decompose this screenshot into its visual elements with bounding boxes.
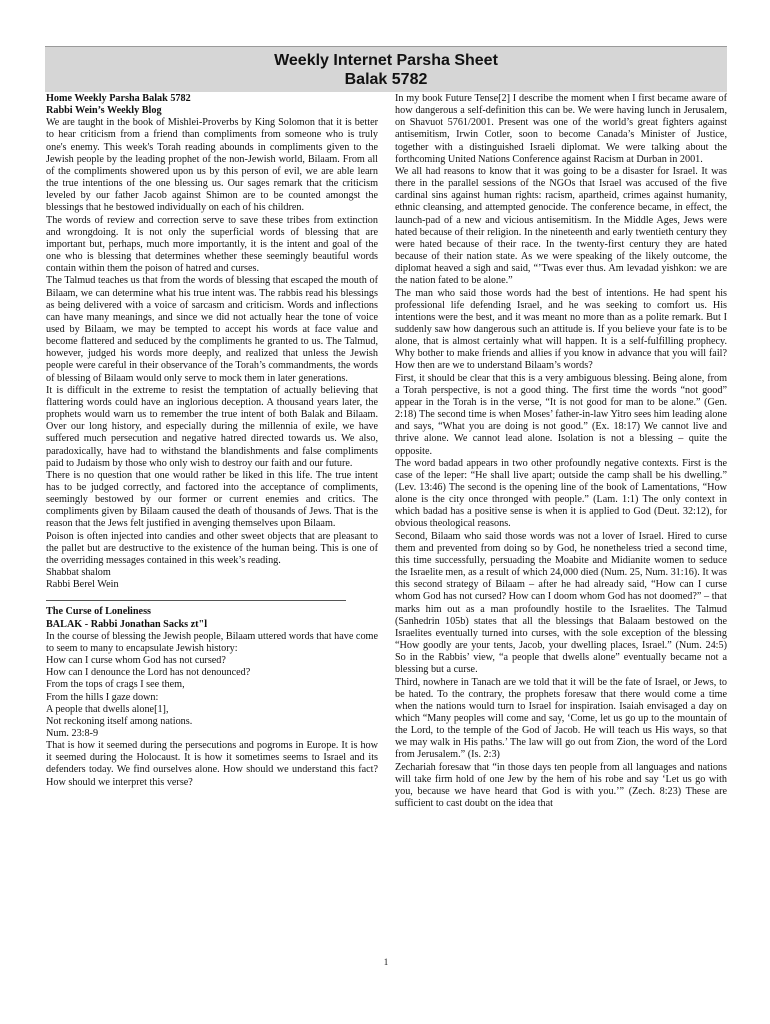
- signoff: Shabbat shalom: [46, 567, 111, 579]
- verse-line: From the hills I gaze down:: [46, 691, 159, 703]
- page-number: 1: [383, 957, 389, 967]
- paragraph: The words of review and correction serve to save these tribes from extinction and wrongdoing. It is not only the superficial words of blessing that are important but, perhaps, much more importantly, it is the intent and goal of the one who is blessing that determines whether these seemingly beautiful words contain within them the poison of hatred and curses.: [46, 214, 378, 275]
- verse-line: How can I curse whom God has not cursed?: [46, 655, 226, 667]
- verse-line: A people that dwells alone[1],: [46, 703, 169, 715]
- paragraph: Poison is often injected into candies and other sweet objects that are pleasant to the pallet but are destructive to the existence of the human being. This is one of the overriding messages contained in this week’s reading.: [46, 530, 378, 566]
- paragraph: Third, nowhere in Tanach are we told that it will be the fate of Israel, or Jews, to be hated. To the contrary, the prophets foresaw that there would come a time when the nations would turn to Israel for inspiration. Isaiah envisaged a day on which “Many peoples will come and say, ‘Come, let us go up to the mountain of the Lord, to the temple of the God of Jacob. He will teach us His ways, so that we may walk in His paths.’ The law will go out from Zion, the word of the Lord from Jerusalem.” (Is. 2:3): [395, 676, 727, 761]
- article-byline: Rabbi Wein’s Weekly Blog: [46, 105, 162, 117]
- paragraph: In my book Future Tense[2] I describe the moment when I first became aware of how dangerous a self-definition this can be. We were having lunch in Jerusalem, on Shavuot 5761/2001. Present was one of the world’s great fighters against antisemitism, Irwin Cotler, soon to become Canada’s Minister of Justice, together with a distinguished Israeli diplomat. We were talking about the forthcoming United Nations Conference against Racism at Durban in 2001.: [395, 93, 727, 165]
- sheet-subtitle: Balak 5782: [344, 71, 428, 88]
- paragraph: Zechariah foresaw that “in those days ten people from all languages and nations will take firm hold of one Jew by the hem of his robe and say ‘Let us go with you, because we have heard that God is with you.’” (Zech. 8:23) These are sufficient to cast doubt on the idea that: [395, 761, 727, 810]
- paragraph: We are taught in the book of Mishlei-Proverbs by King Solomon that it is better to hear criticism from a friend than compliments from someone who is truly one's enemy. This week's Torah reading abounds in compliments given to the Jewish people by the leading prophet of the non-Jewish world, Bilaam. From all of the compliments showered upon us by this person of evil, we are able learn the true intentions of the one blessing us. Our sages remark that the criticism leveled by our father Jacob against Shimon are to be counted amongst the blessings that he bestowed individually on each of his children.: [46, 117, 378, 214]
- paragraph: Second, Bilaam who said those words was not a lover of Israel. Hired to curse them and prevented from doing so by God, he nonetheless tried a second time, this time successfully, persuading the Moabite and Midianite women to seduce the Israelite men, as a result of which 24,000 died (Num. 25, Num. 31:16). It was this second strategy of Bilaam – after he had already said, “How can I curse whom God has not cursed? How can I doom whom God has not doomed?” – that marks him out as a man profoundly hostile to the Israelites. The Talmud (Sanhedrin 105b) states that all the blessings that Balaam bestowed on the Israelites eventually turned into curses, with the sole exception of the blessing “How goodly are your tents, Jacob, your dwelling places, Israel.” (Num. 24:5) So in the Rabbis’ view, “a people that dwells alone” eventually became not a blessing but a curse.: [395, 530, 727, 676]
- paragraph: The man who said those words had the best of intentions. He had spent his professional life defending Israel, and he was seeking to comfort us. His intentions were the best, and it was meant no more than as a polite remark. But I suddenly saw how dangerous such an attitude is. If you believe your fate is to be alone, that is almost certainly what will happen. It is a self-fulfilling prophecy. Why bother to make friends and allies if you know in advance that you will fail? How then are we to understand Bilaam’s words?: [395, 287, 727, 372]
- left-column: [46, 93, 378, 789]
- verse-line: Not reckoning itself among nations.: [46, 715, 193, 727]
- paragraph: We all had reasons to know that it was going to be a disaster for Israel. It was there in the parallel sessions of the NGOs that Israel was accused of the five cardinal sins against human rights: racism, apartheid, crimes against humanity, ethnic cleansing, and attempted genocide. The conference became, in effect, the launch-pad of a new and vicious antisemitism. In the Middle Ages, Jews were hated because of their religion. In the nineteenth and early twentieth century they were hated because of their race. In the twenty-first century they are hated because of their nation state. As we were speaking of the likely outcome, the diplomat heaved a sigh and said, “’Twas ever thus. Am levadad yishkon: we are the nation fated to be alone.”: [395, 165, 727, 287]
- paragraph: That is how it seemed during the persecutions and pogroms in Europe. It is how it seemed during the Holocaust. It is how it sometimes seems to Israel and its defenders today. We find ourselves alone. How should we understand this fact? How should we interpret this verse?: [46, 740, 378, 788]
- article-heading: Home Weekly Parsha Balak 5782: [46, 93, 191, 104]
- paragraph: There is no question that one would rather be liked in this life. The true intent has to be judged correctly, and factored into the acceptance of compliments, seemingly bestowed by our former or current enemies and critics. The compliments given by Bilaam caused the death of thousands of Jews. That is the reason that the Jews felt justified in avenging themselves upon Bilaam.: [46, 469, 378, 530]
- article-byline: BALAK - Rabbi Jonathan Sacks zt"l: [46, 618, 208, 630]
- right-column: [395, 93, 727, 810]
- article-heading: The Curse of Loneliness: [46, 606, 151, 618]
- verse-citation: Num. 23:8-9: [46, 727, 99, 739]
- verse-line: From the tops of crags I see them,: [46, 679, 185, 691]
- signoff-author: Rabbi Berel Wein: [46, 579, 119, 591]
- paragraph: In the course of blessing the Jewish people, Bilaam uttered words that have come to seem to many to encapsulate Jewish history:: [46, 630, 378, 654]
- paragraph: The word badad appears in two other profoundly negative contexts. First is the case of the leper: “He shall live apart; outside the camp shall be his dwelling.” (Lev. 13:46) The second is the opening line of the book of Lamentations, “How alone is the city once thronged with people.” (Lam. 1:1) The only context in which badad has a positive sense is when it is applied to God (Deut. 32:12), for obvious theological reasons.: [395, 457, 727, 530]
- sheet-title: Weekly Internet Parsha Sheet: [274, 52, 498, 69]
- paragraph: First, it should be clear that this is a very ambiguous blessing. Being alone, from a Torah perspective, is not a good thing. The first time the words “not good” appear in the Torah is in the verse, “It is not good for man to be alone.” (Gen. 2:18) The second time is when Moses’ father-in-law Yitro sees him leading alone and says, “What you are doing is not good.” (Ex. 18:17) We cannot live and thrive alone. We cannot lead alone. Isolation is not a blessing – quite the opposite.: [395, 372, 727, 457]
- paragraph: The Talmud teaches us that from the words of blessing that escaped the mouth of Bilaam, we can determine what his true intent was. The rabbis read his blessings as being delivered with a voice of sarcasm and criticism. Words and inflections can have many meanings, and since we did not actually hear the tone of voice used by Bilaam, we may be tempted to accept his words at face value and become flattered and seduced by the compliments he granted to us. The Talmud, however, judged his words more deeply, and realized that unless the Jewish people were careful in their observance of the Torah’s commandments, the words of blessing of Bilaam would only serve to mock them in later generations.: [46, 275, 378, 384]
- page-header: [45, 46, 727, 92]
- section-divider: [46, 600, 346, 601]
- paragraph: It is difficult in the extreme to resist the temptation of actually believing that flattering words could have an inglorious deception. A thousand years later, the prophets would warn us to remember the true intent of both Balak and Bilaam. Over our long history, and especially during the millennia of exile, we have suffered much persecution and negative hatred directed towards us. We also, paradoxically, have had to withstand the blandishments and false compliments paid to Judaism by those who only wish to destroy our faith and our future.: [46, 384, 378, 469]
- verse-line: How can I denounce the Lord has not denounced?: [46, 667, 251, 679]
